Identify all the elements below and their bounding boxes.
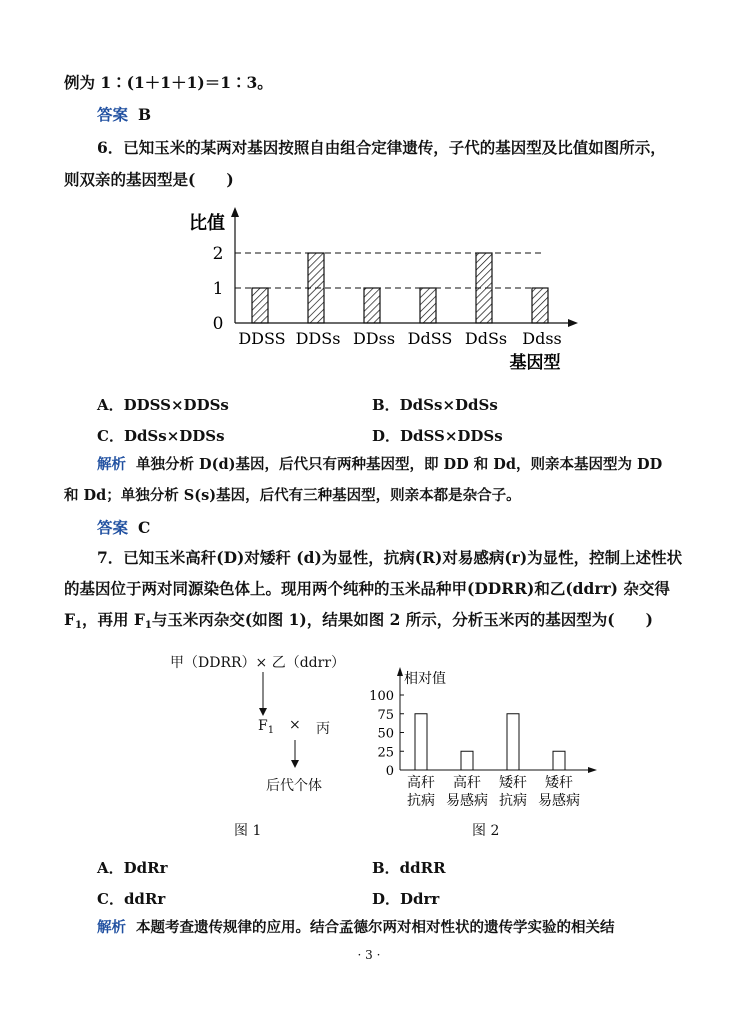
bar-矮秆易感病 [553, 751, 565, 770]
y-axis-arrow [397, 667, 403, 676]
analysis-tag: 解析 [97, 456, 126, 473]
bar-DDSs [308, 253, 324, 323]
bar-高秆抗病 [415, 714, 427, 770]
q6-option-a[interactable]: A．DDSS×DDSs [97, 396, 229, 414]
fig1-bing: 丙 [316, 721, 330, 737]
analysis-text: 单独分析 D(d)基因，后代只有两种基因型，即 DD 和 Dd，则亲本基因型为 DD [136, 456, 663, 473]
page-number: · 3 · [357, 948, 381, 962]
answer-value: B [138, 105, 152, 124]
bar-高秆易感病 [461, 751, 473, 770]
answer-tag: 答案 [97, 105, 129, 124]
q6-option-c[interactable]: C．DdSs×DDSs [97, 427, 225, 445]
x-tick-label: 矮秆 [499, 775, 527, 791]
x-tick-label: 抗病 [499, 793, 527, 809]
stem-mid: ，再用 F [81, 610, 145, 629]
f1-letter: F [64, 610, 76, 629]
x-axis-arrow [568, 319, 578, 327]
q7-option-a[interactable]: A．DdRr [97, 859, 168, 877]
fig1-offspring: 后代个体 [266, 778, 322, 794]
f1-sub: 1 [267, 725, 275, 736]
bar-DDss [364, 288, 380, 323]
bar-DDSS [252, 288, 268, 323]
q7-stem-line1: 7．已知玉米高秆(D)对矮秆 (d)为显性，抗病(R)对易感病(r)为显性，控制上述性状 [97, 548, 683, 567]
y-axis-label: 相对值 [404, 671, 446, 687]
x-tick-label: DDSS [238, 329, 286, 348]
fig2-bar-chart [360, 662, 610, 812]
y-tick-label: 0 [385, 764, 394, 779]
answer-tag: 答案 [97, 518, 129, 537]
fig1-caption: 图 1 [234, 823, 262, 839]
q6-analysis-line2: 和 Dd；单独分析 S(s)基因，后代有三种基因型，则亲本都是杂合子。 [64, 487, 521, 504]
y-axis-label: 比值 [189, 213, 225, 234]
x-tick-label: Ddss [522, 329, 562, 348]
x-tick-label: DDSs [295, 329, 341, 348]
y-tick-label: 1 [212, 279, 224, 299]
fig1-cross: × [289, 717, 301, 733]
x-axis-label: 基因型 [509, 353, 561, 373]
q6-analysis-line1 [97, 455, 662, 475]
q7-option-c[interactable]: C．ddRr [97, 890, 166, 908]
y-tick-label: 2 [212, 244, 224, 264]
y-tick-label: 0 [212, 314, 224, 334]
f1-letter: F [258, 718, 268, 734]
answer-5 [97, 105, 151, 125]
y-axis-arrow [231, 207, 239, 217]
bar-DdSS [420, 288, 436, 323]
q7-analysis-line1 [97, 918, 615, 938]
x-tick-label: 高秆 [407, 775, 435, 791]
f1-sub: 1 [75, 620, 82, 631]
q7-option-b[interactable]: B．ddRR [372, 859, 446, 877]
stem-post: 与玉米丙杂交(如图 1)，结果如图 2 所示，分析玉米丙的基因型为( ) [151, 610, 653, 629]
x-tick-label: 易感病 [538, 793, 580, 809]
q7-stem-line3 [64, 610, 653, 636]
q6-option-d[interactable]: D．DdSS×DDSs [372, 427, 503, 445]
analysis-text: 本题考查遗传规律的应用。结合孟德尔两对相对性状的遗传学实验的相关结 [136, 919, 615, 936]
f1-sub: 1 [144, 620, 152, 631]
fig1-f1 [258, 718, 274, 736]
q6-stem-line1: 6．已知玉米的某两对基因按照自由组合定律遗传，子代的基因型及比值如图所示， [97, 138, 666, 157]
y-tick-label: 100 [369, 689, 394, 704]
x-tick-label: DdSS [407, 329, 453, 348]
fig1-parents: 甲（DDRR）× 乙（ddrr） [170, 655, 346, 671]
bar-矮秆抗病 [507, 714, 519, 770]
q6-bar-chart [180, 205, 600, 375]
answer-6 [97, 518, 150, 538]
fig2-caption: 图 2 [472, 823, 500, 839]
x-tick-label: DdSs [464, 329, 508, 348]
bar-Ddss [532, 288, 548, 323]
q6-stem-line2: 则双亲的基因型是( ) [64, 170, 234, 189]
q7-stem-line2: 的基因位于两对同源染色体上。现用两个纯种的玉米品种甲(DDRR)和乙(ddrr) 杂交得 [64, 579, 670, 598]
x-tick-label: 易感病 [446, 793, 488, 809]
q6-option-b[interactable]: B．DdSs×DdSs [372, 396, 498, 414]
analysis-tag: 解析 [97, 919, 126, 936]
continued-text: 例为 1∶(1＋1＋1)＝1∶3。 [64, 73, 273, 92]
x-axis-arrow [588, 767, 597, 773]
q7-option-d[interactable]: D．Ddrr [372, 890, 440, 908]
y-tick-label: 25 [377, 745, 394, 761]
x-tick-label: 抗病 [407, 793, 435, 809]
x-tick-label: DDss [352, 329, 396, 348]
x-tick-label: 高秆 [453, 775, 481, 791]
answer-value: C [138, 518, 151, 537]
bar-DdSs [476, 253, 492, 323]
x-tick-label: 矮秆 [545, 775, 573, 791]
y-tick-label: 75 [377, 707, 394, 723]
y-tick-label: 50 [377, 726, 394, 742]
